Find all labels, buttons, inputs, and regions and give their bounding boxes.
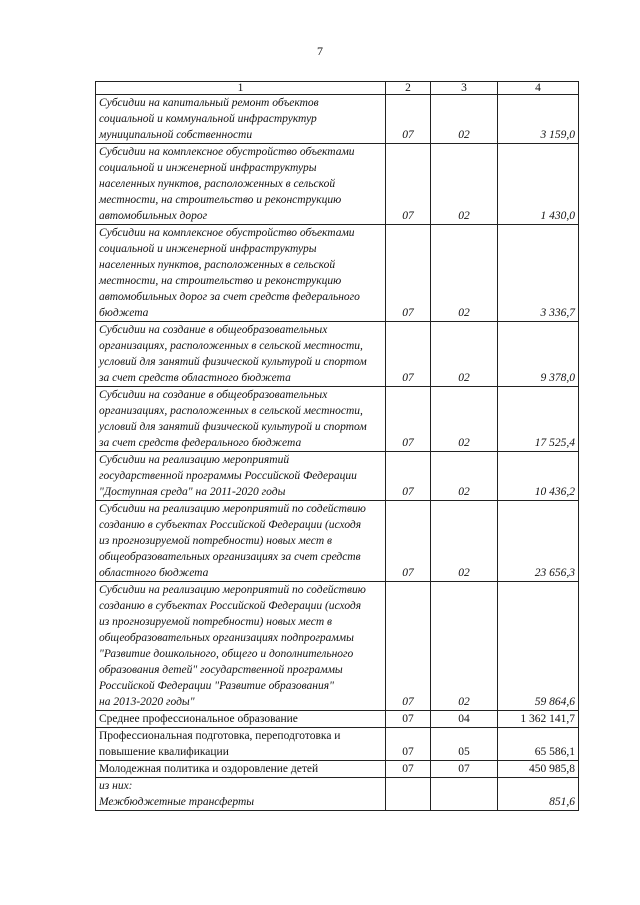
row-subsection-code bbox=[431, 778, 498, 811]
row-amount: 1 430,0 bbox=[498, 144, 579, 225]
row-name-line: областного бюджета bbox=[99, 567, 209, 579]
row-subsection-code: 02 bbox=[431, 144, 498, 225]
row-name-line: Субсидии на капитальный ремонт объектов bbox=[99, 97, 319, 109]
table-row bbox=[96, 452, 579, 501]
budget-table bbox=[95, 81, 579, 811]
row-name-line: населенных пунктов, расположенных в сельской bbox=[99, 259, 336, 271]
row-name bbox=[96, 728, 386, 761]
row-section-code: 07 bbox=[386, 711, 431, 728]
row-section-code bbox=[386, 778, 431, 811]
table-row bbox=[96, 144, 579, 225]
row-name bbox=[96, 322, 386, 387]
row-name-line: из прогнозируемой потребности) новых мест в bbox=[99, 535, 333, 547]
row-name-line: общеобразовательных организациях подпрограммы bbox=[99, 632, 354, 644]
row-amount: 65 586,1 bbox=[498, 728, 579, 761]
header-col-2: 2 bbox=[386, 82, 431, 95]
row-subsection-code: 07 bbox=[431, 761, 498, 778]
table-row bbox=[96, 582, 579, 711]
row-amount: 3 336,7 bbox=[498, 225, 579, 322]
row-section-code: 07 bbox=[386, 761, 431, 778]
row-name-line: организациях, расположенных в сельской местности, bbox=[99, 405, 363, 417]
row-name-line: социальной и инженерной инфраструктуры bbox=[99, 162, 317, 174]
budget-table-body bbox=[96, 82, 579, 811]
table-row bbox=[96, 387, 579, 452]
row-name-line: созданию в субъектах Российской Федерации (исходя bbox=[99, 600, 362, 612]
row-amount: 23 656,3 bbox=[498, 501, 579, 582]
row-name bbox=[96, 778, 386, 811]
row-name-line: образования детей" государственной программы bbox=[99, 664, 343, 676]
row-name-line: населенных пунктов, расположенных в сельской bbox=[99, 178, 336, 190]
table-row bbox=[96, 761, 579, 778]
row-name bbox=[96, 582, 386, 711]
row-amount: 3 159,0 bbox=[498, 95, 579, 144]
row-amount: 59 864,6 bbox=[498, 582, 579, 711]
row-name bbox=[96, 501, 386, 582]
table-row bbox=[96, 322, 579, 387]
row-name bbox=[96, 144, 386, 225]
header-col-1: 1 bbox=[96, 82, 386, 95]
row-section-code: 07 bbox=[386, 728, 431, 761]
row-subsection-code: 02 bbox=[431, 452, 498, 501]
row-name-line: из прогнозируемой потребности) новых мест в bbox=[99, 616, 333, 628]
row-name-line: Среднее профессиональное образование bbox=[99, 713, 298, 725]
row-name-line: государственной программы Российской Федерации bbox=[99, 470, 357, 482]
row-name-line: местности, на строительство и реконструкцию bbox=[99, 275, 342, 287]
row-name-line: созданию в субъектах Российской Федерации (исходя bbox=[99, 519, 362, 531]
table-row bbox=[96, 778, 579, 811]
row-name bbox=[96, 711, 386, 728]
row-name-line: Субсидии на комплексное обустройство объектами bbox=[99, 146, 355, 158]
row-name-line: организациях, расположенных в сельской местности, bbox=[99, 340, 363, 352]
row-name-line: социальной и инженерной инфраструктуры bbox=[99, 243, 317, 255]
row-name-line: Субсидии на реализацию мероприятий bbox=[99, 454, 290, 466]
row-name bbox=[96, 452, 386, 501]
row-amount: 9 378,0 bbox=[498, 322, 579, 387]
row-section-code: 07 bbox=[386, 582, 431, 711]
row-subsection-code: 04 bbox=[431, 711, 498, 728]
row-name-line: Субсидии на реализацию мероприятий по содействию bbox=[99, 584, 366, 596]
row-section-code: 07 bbox=[386, 452, 431, 501]
row-name bbox=[96, 225, 386, 322]
row-name-line: "Развитие дошкольного, общего и дополнительного bbox=[99, 648, 354, 660]
row-subsection-code: 02 bbox=[431, 95, 498, 144]
row-name-line: за счет средств областного бюджета bbox=[99, 372, 291, 384]
row-name-line: местности, на строительство и реконструкцию bbox=[99, 194, 342, 206]
table-row bbox=[96, 728, 579, 761]
row-name-line: на 2013-2020 годы" bbox=[99, 696, 195, 708]
row-name-line: Профессиональная подготовка, переподготовка и bbox=[99, 730, 341, 742]
row-section-code: 07 bbox=[386, 387, 431, 452]
row-name bbox=[96, 95, 386, 144]
row-name-line: Межбюджетные трансферты bbox=[99, 796, 255, 808]
row-name-line: муниципальной собственности bbox=[99, 129, 253, 141]
row-section-code: 07 bbox=[386, 225, 431, 322]
row-name-line: условий для занятий физической культурой и спортом bbox=[99, 356, 367, 368]
row-section-code: 07 bbox=[386, 144, 431, 225]
row-name-line: автомобильных дорог за счет средств федерального bbox=[99, 291, 360, 303]
row-name-line: Субсидии на создание в общеобразовательных bbox=[99, 324, 328, 336]
row-subsection-code: 02 bbox=[431, 387, 498, 452]
row-section-code: 07 bbox=[386, 322, 431, 387]
table-row bbox=[96, 711, 579, 728]
row-name-line: из них: bbox=[99, 780, 133, 792]
table-row bbox=[96, 95, 579, 144]
row-name-line: автомобильных дорог bbox=[99, 210, 208, 222]
row-name-line: Молодежная политика и оздоровление детей bbox=[99, 763, 319, 775]
row-name bbox=[96, 761, 386, 778]
row-amount: 450 985,8 bbox=[498, 761, 579, 778]
row-subsection-code: 02 bbox=[431, 225, 498, 322]
table-row bbox=[96, 501, 579, 582]
header-row bbox=[96, 82, 579, 95]
table-row bbox=[96, 225, 579, 322]
row-subsection-code: 02 bbox=[431, 582, 498, 711]
row-amount: 851,6 bbox=[498, 778, 579, 811]
row-amount: 1 362 141,7 bbox=[498, 711, 579, 728]
row-name-line: "Доступная среда" на 2011-2020 годы bbox=[99, 486, 286, 498]
page-number: 7 bbox=[317, 44, 323, 58]
row-subsection-code: 02 bbox=[431, 501, 498, 582]
row-name-line: Российской Федерации "Развитие образования" bbox=[99, 680, 334, 692]
row-name-line: повышение квалификации bbox=[99, 746, 229, 758]
row-name-line: Субсидии на комплексное обустройство объектами bbox=[99, 227, 355, 239]
row-subsection-code: 05 bbox=[431, 728, 498, 761]
row-name bbox=[96, 387, 386, 452]
header-col-4: 4 bbox=[498, 82, 579, 95]
row-amount: 17 525,4 bbox=[498, 387, 579, 452]
row-name-line: за счет средств федерального бюджета bbox=[99, 437, 302, 449]
row-name-line: социальной и коммунальной инфраструктур bbox=[99, 113, 317, 125]
row-name-line: общеобразовательных организациях за счет средств bbox=[99, 551, 361, 563]
header-col-3: 3 bbox=[431, 82, 498, 95]
row-name-line: условий для занятий физической культурой и спортом bbox=[99, 421, 367, 433]
row-name-line: Субсидии на реализацию мероприятий по содействию bbox=[99, 503, 366, 515]
row-amount: 10 436,2 bbox=[498, 452, 579, 501]
row-section-code: 07 bbox=[386, 501, 431, 582]
row-name-line: бюджета bbox=[99, 307, 149, 319]
row-name-line: Субсидии на создание в общеобразовательных bbox=[99, 389, 328, 401]
row-section-code: 07 bbox=[386, 95, 431, 144]
row-subsection-code: 02 bbox=[431, 322, 498, 387]
